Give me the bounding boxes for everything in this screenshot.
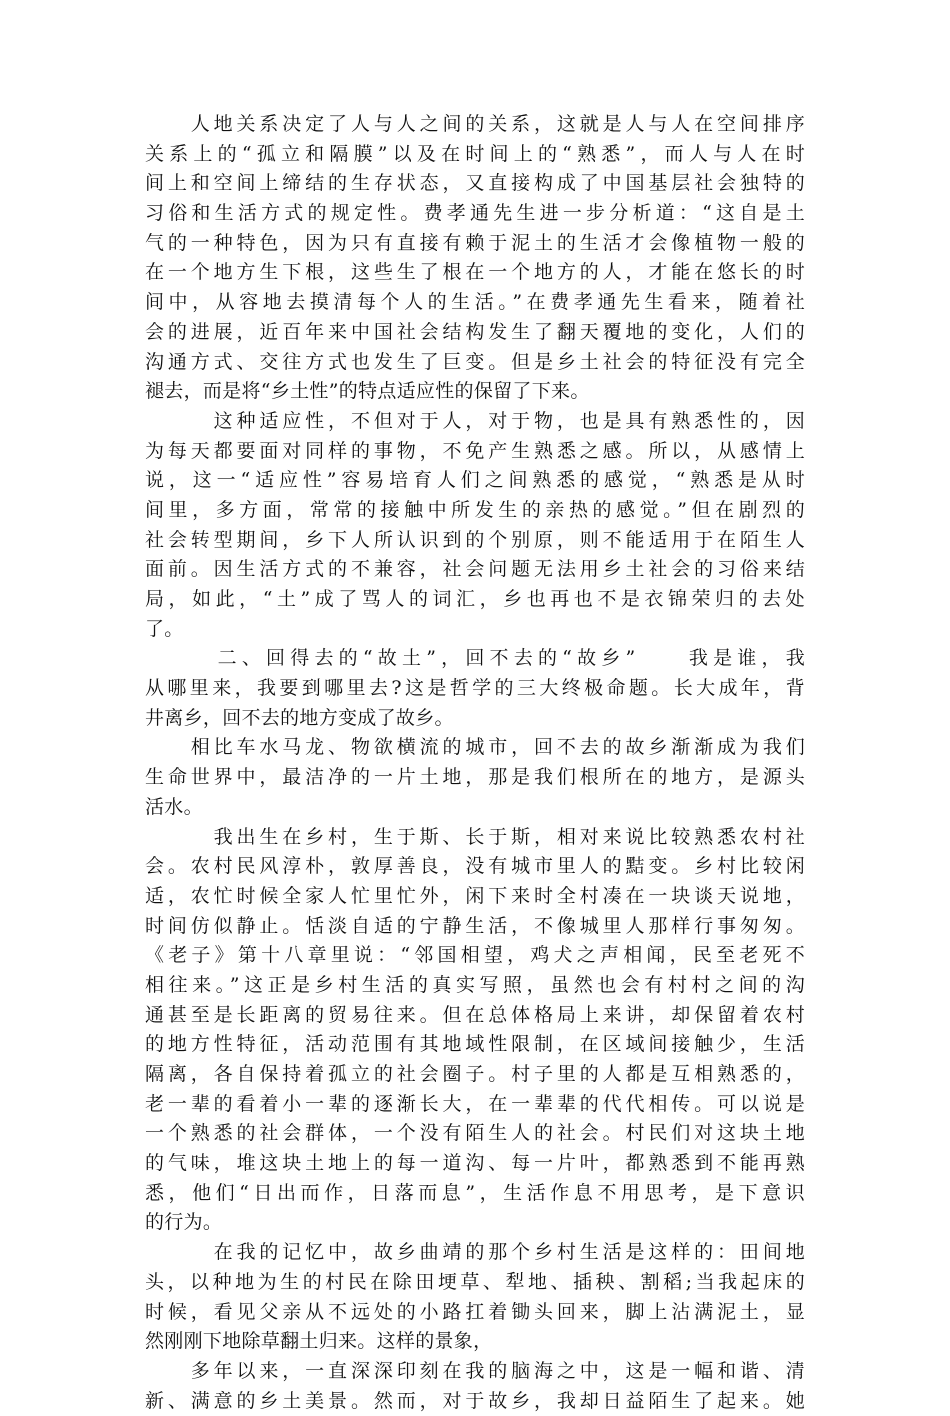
text-line: 二、回得去的“故土”，回不去的“故乡” 我是谁，我 [145,647,805,670]
text-line: 间中，从容地去摸清每个人的生活。”在费孝通先生看来，随着社 [145,291,805,314]
text-line: 隔离，各自保持着孤立的社会圈子。村子里的人都是互相熟悉的， [145,1063,805,1085]
text-line: 时间仿似静止。恬淡自适的宁静生活，不像城里人那样行事匆匆。 [145,914,805,937]
text-line: 时候，看见父亲从不远处的小路扛着锄头回来，脚上沾满泥土，显 [145,1300,805,1323]
text-line: 间上和空间上缔结的生存状态，又直接构成了中国基层社会独特的 [145,172,805,195]
text-line: 会。农村民风淳朴，敦厚善良，没有城市里人的黠变。乡村比较闲 [145,855,805,878]
text-line: 为每天都要面对同样的事物，不免产生熟悉之感。所以，从感情上 [145,439,805,462]
text-line: 说，这一“适应性”容易培育人们之间熟悉的感觉，“熟悉是从时 [145,469,805,492]
text-line: 相往来。”这正是乡村生活的真实写照，虽然也会有村村之间的沟 [145,973,805,996]
text-line: 面前。因生活方式的不兼容，社会问题无法用乡土社会的习俗来结 [145,558,805,581]
text-line: 这种适应性，不但对于人，对于物，也是具有熟悉性的，因 [145,409,805,432]
text-line: 相比车水马龙、物欲横流的城市，回不去的故乡渐渐成为我们 [145,736,805,759]
text-line: 间里，多方面，常常的接触中所发生的亲热的感觉。”但在剧烈的 [145,498,805,521]
text-line: 我出生在乡村，生于斯、长于斯，相对来说比较熟悉农村社 [145,825,805,848]
text-line: 沟通方式、交往方式也发生了巨变。但是乡土社会的特征没有完全 [145,350,805,373]
text-line: 从哪里来，我要到哪里去?这是哲学的三大终极命题。长大成年，背 [145,677,805,700]
text-line: 新、满意的乡土美景。然而，对于故乡，我却日益陌生了起来。她 [145,1389,805,1412]
text-line: 的地方性特征，活动范围有其地域性限制，在区域间接触少，生活 [145,1033,805,1056]
text-line: 《老子》第十八章里说：“邻国相望，鸡犬之声相闻，民至老死不 [145,944,805,967]
text-line: 通甚至是长距离的贸易往来。但在总体格局上来讲，却保留着农村 [145,1003,805,1026]
text-line: 的行为。 [145,1211,223,1234]
text-line: 适，农忙时候全家人忙里忙外，闲下来时全村凑在一块谈天说地， [145,884,805,907]
text-line: 社会转型期间，乡下人所认识到的个别原，则不能适用于在陌生人 [145,528,805,551]
text-line: 在一个地方生下根，这些生了根在一个地方的人，才能在悠长的时 [145,261,805,284]
text-line: 多年以来，一直深深印刻在我的脑海之中，这是一幅和谐、清 [145,1359,805,1382]
text-line: 在我的记忆中，故乡曲靖的那个乡村生活是这样的：田间地 [145,1241,805,1264]
text-line: 一个熟悉的社会群体，一个没有陌生人的社会。村民们对这块土地 [145,1122,805,1145]
text-line: 活水。 [145,795,203,818]
text-line: 井离乡，回不去的地方变成了故乡。 [145,706,454,729]
text-line: 然刚刚下地除草翻土归来。这样的景象， [145,1330,493,1353]
text-line: 人地关系决定了人与人之间的关系，这就是人与人在空间排序 [145,113,805,135]
text-line: 习俗和生活方式的规定性。费孝通先生进一步分析道：“这自是土 [145,202,805,225]
text-line: 悉，他们“日出而作，日落而息”，生活作息不用思考，是下意识 [145,1181,805,1204]
text-line: 关系上的“孤立和隔膜”以及在时间上的“熟悉”，而人与人在时 [145,142,805,165]
text-line: 局，如此，“土”成了骂人的词汇，乡也再也不是衣锦荣归的去处 [145,588,805,610]
document-body [145,110,805,1416]
text-line: 气的一种特色，因为只有直接有赖于泥土的生活才会像植物一般的 [145,231,805,254]
text-line: 了。 [145,617,184,640]
text-line: 生命世界中，最洁净的一片土地，那是我们根所在的地方，是源头 [145,766,805,789]
text-line: 老一辈的看着小一辈的逐渐长大，在一辈辈的代代相传。可以说是 [145,1092,805,1115]
text-line: 会的进展，近百年来中国社会结构发生了翻天覆地的变化，人们的 [145,320,805,343]
text-line: 的气味，堆这块土地上的每一道沟、每一片叶，都熟悉到不能再熟 [145,1152,805,1175]
text-line: 褪去，而是将“乡土性”的特点适应性的保留了下来。 [145,380,590,403]
text-line: 头，以种地为生的村民在除田埂草、犁地、插秧、割稻;当我起床的 [145,1270,805,1293]
